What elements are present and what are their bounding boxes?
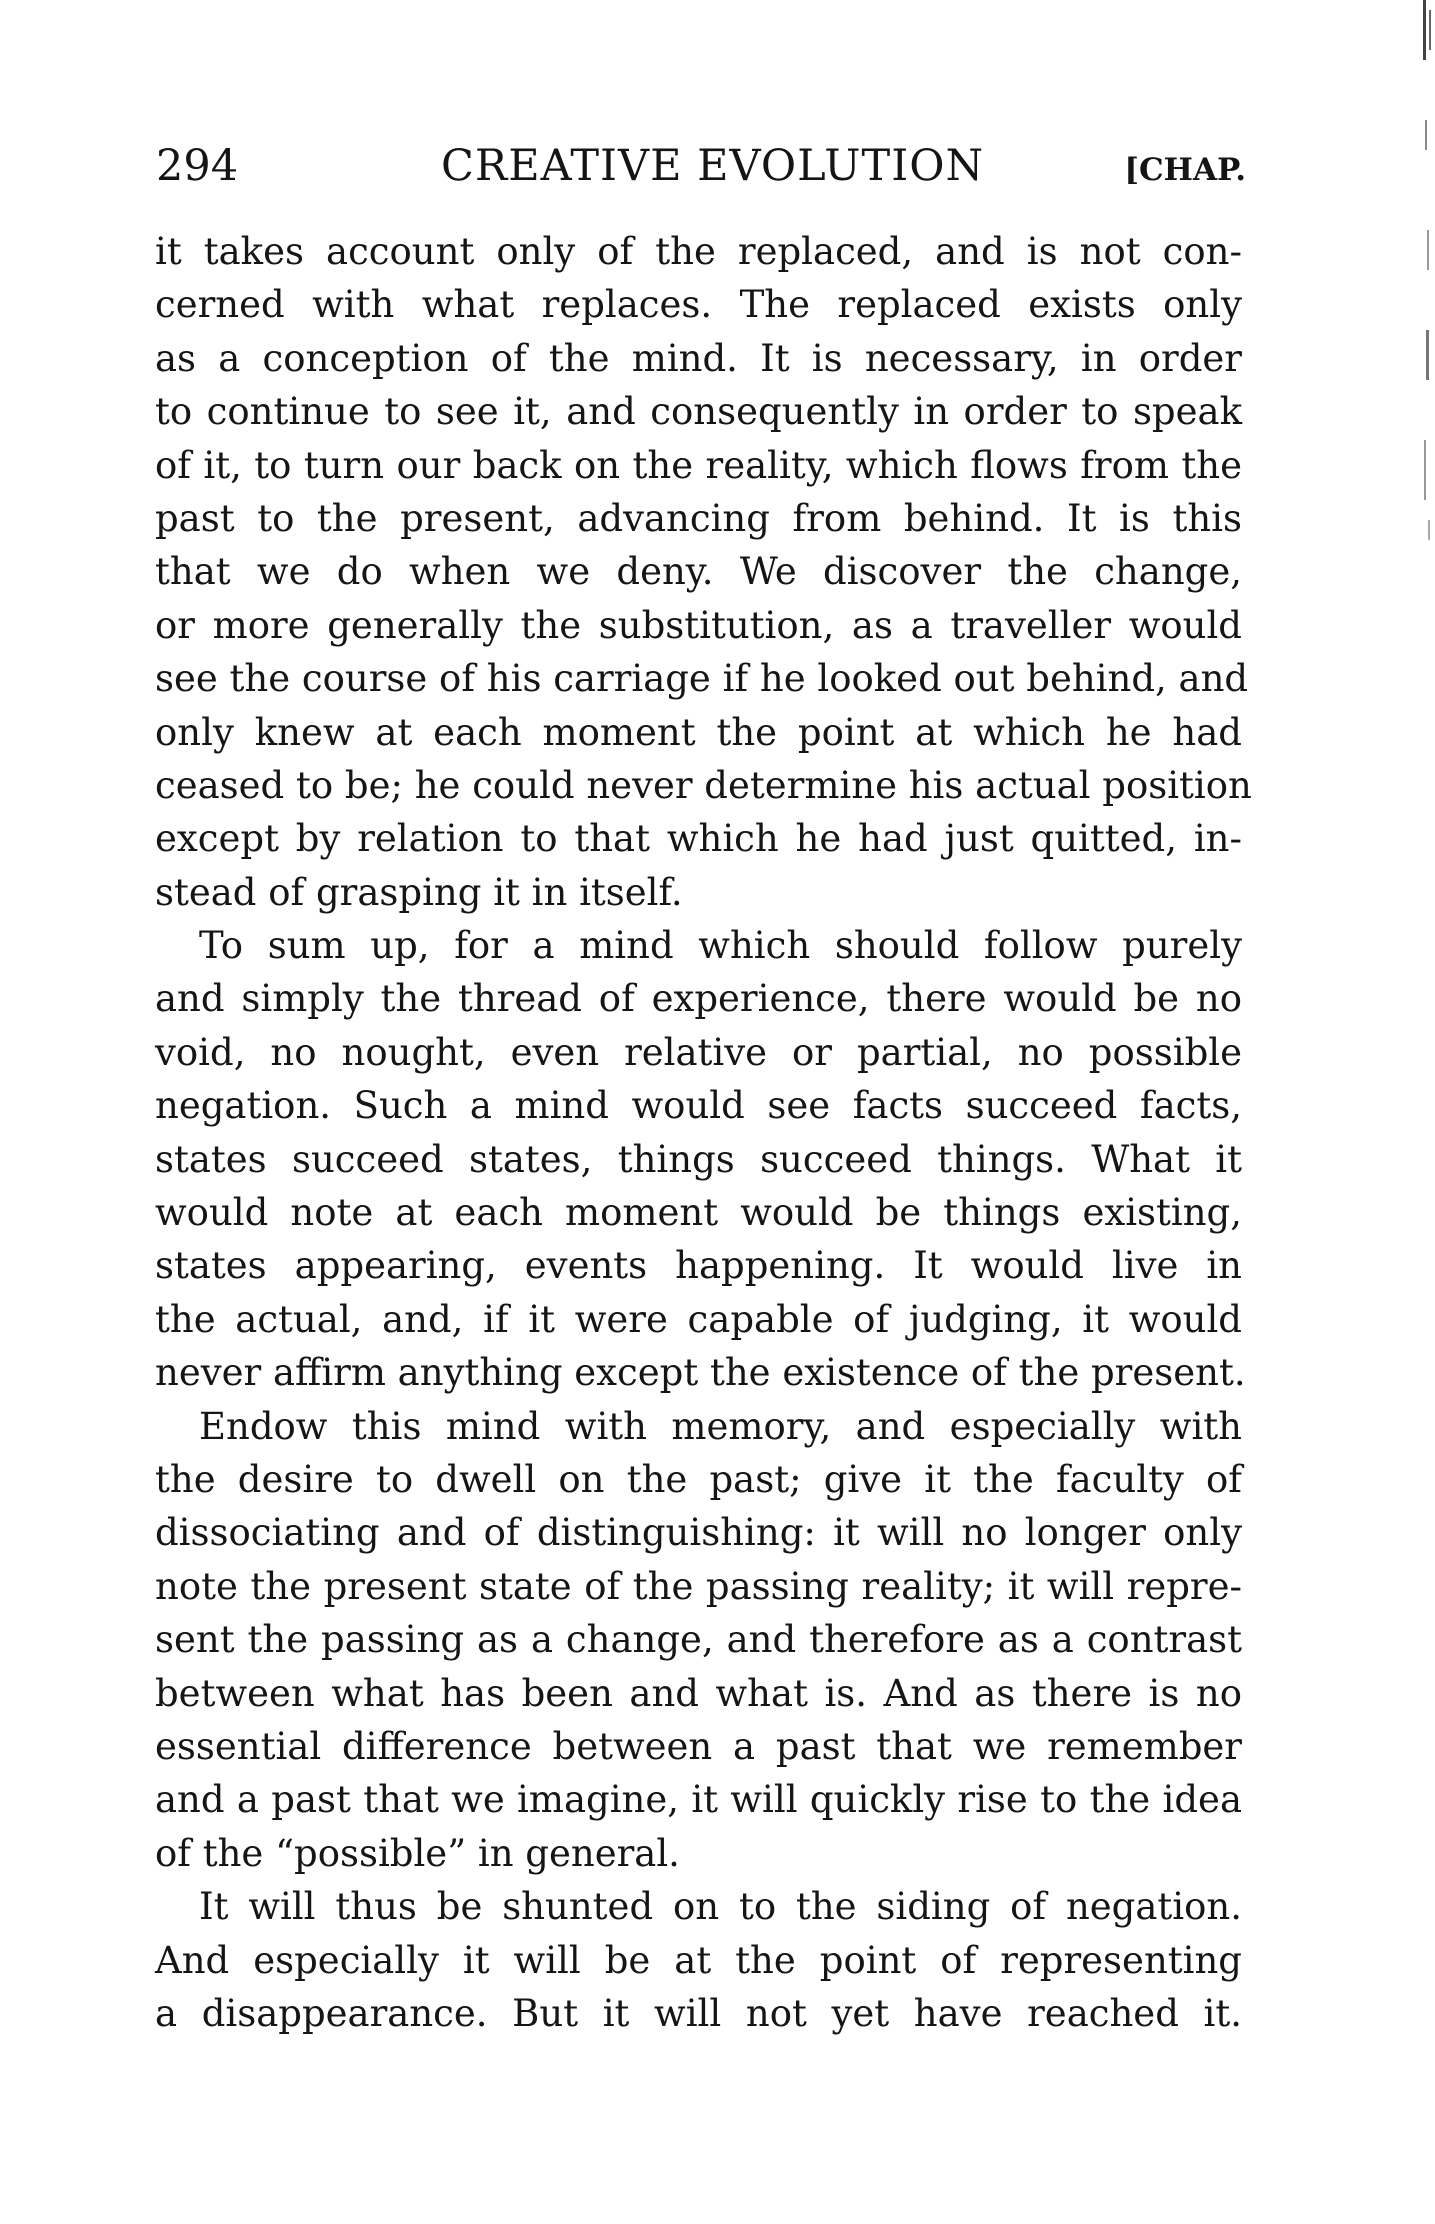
text-line: of it, to turn our back on the reality, which flows from the <box>155 443 1242 487</box>
text-line: the desire to dwell on the past; give it the faculty of <box>155 1457 1242 1501</box>
text-line: negation. Such a mind would see facts succeed facts, <box>155 1084 1242 1128</box>
text-line: past to the present, advancing from behind. It is this <box>155 496 1242 540</box>
running-head <box>156 136 1246 196</box>
text-line: note the present state of the passing reality; it will repre- <box>155 1564 1242 1608</box>
text-line: see the course of his carriage if he looked out behind, and <box>155 657 1249 701</box>
text-line: Endow this mind with memory, and especially with <box>199 1404 1242 1448</box>
paragraph-3 <box>155 1400 1242 1881</box>
page-number: 294 <box>156 141 239 191</box>
text-line: cerned with what replaces. The replaced exists only <box>155 283 1242 327</box>
scan-margin-specks <box>1405 0 1435 620</box>
text-line: except by relation to that which he had just quitted, in- <box>155 817 1242 861</box>
text-line: And especially it will be at the point of representing <box>155 1938 1242 1982</box>
chapter-mark: [CHAP. <box>1124 152 1246 188</box>
text-line: the actual, and, if it were capable of judging, it would <box>155 1297 1242 1341</box>
text-line: states appearing, events happening. It would live in <box>155 1244 1242 1288</box>
text-line: sent the passing as a change, and therefore as a contrast <box>155 1618 1242 1662</box>
text-line: essential difference between a past that we remember <box>155 1724 1242 1768</box>
text-line: of the “possible” in general. <box>155 1831 680 1875</box>
text-line: and a past that we imagine, it will quickly rise to the idea <box>155 1778 1242 1822</box>
text-line: would note at each moment would be things existing, <box>155 1191 1242 1235</box>
text-line: dissociating and of distinguishing: it will no longer only <box>155 1511 1242 1555</box>
text-line: that we do when we deny. We discover the change, <box>155 550 1242 594</box>
paragraph-1 <box>155 225 1252 919</box>
text-line: It will thus be shunted on to the siding of negation. <box>199 1885 1242 1929</box>
text-line: only knew at each moment the point at which he had <box>155 710 1242 754</box>
text-line: as a conception of the mind. It is necessary, in order <box>155 336 1242 380</box>
text-line: To sum up, for a mind which should follow purely <box>199 924 1242 968</box>
body-text <box>155 225 1252 2040</box>
text-line: to continue to see it, and consequently in order to speak <box>155 390 1242 434</box>
running-title: CREATIVE EVOLUTION <box>441 141 985 191</box>
paragraph-4 <box>155 1880 1242 2040</box>
paragraph-2 <box>155 919 1246 1400</box>
text-line: a disappearance. But it will not yet have reached it. <box>155 1991 1242 2035</box>
text-line: and simply the thread of experience, there would be no <box>155 977 1242 1021</box>
text-line: or more generally the substitution, as a traveller would <box>155 603 1242 647</box>
text-line: between what has been and what is. And as there is no <box>155 1671 1242 1715</box>
text-line: stead of grasping it in itself. <box>155 870 683 914</box>
text-line: states succeed states, things succeed things. What it <box>155 1137 1242 1181</box>
text-line: ceased to be; he could never determine his actual position <box>155 763 1252 807</box>
text-line: never affirm anything except the existence of the present. <box>155 1351 1246 1395</box>
text-line: it takes account only of the replaced, and is not con- <box>155 230 1242 273</box>
text-line: void, no nought, even relative or partial, no possible <box>155 1030 1242 1074</box>
